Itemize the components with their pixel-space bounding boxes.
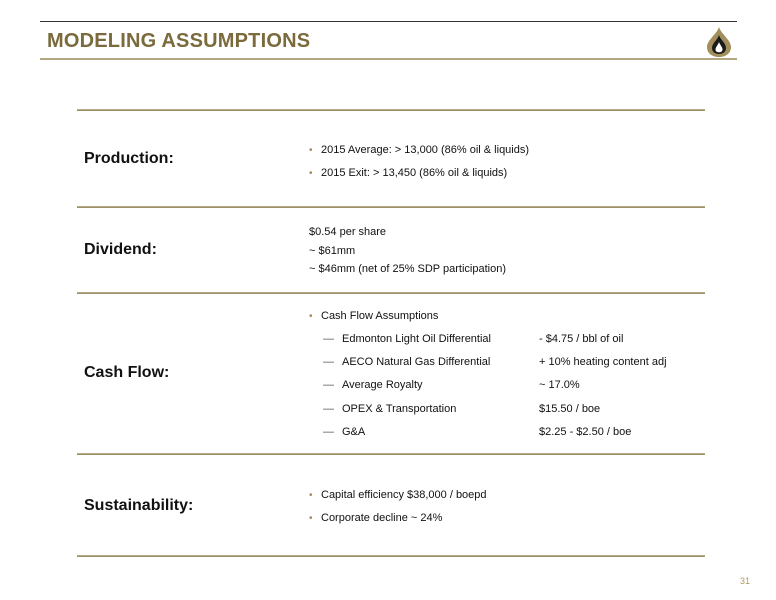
list-item: $0.54 per share xyxy=(309,226,387,238)
bullet-icon: • xyxy=(309,311,313,322)
bullet-icon: • xyxy=(309,168,313,179)
assumptions-table xyxy=(77,109,705,557)
page-title: MODELING ASSUMPTIONS xyxy=(47,30,311,52)
row-cash-flow xyxy=(77,294,705,453)
list-item: • 2015 Exit: > 13,450 (86% oil & liquids) xyxy=(309,162,529,185)
page-number: 31 xyxy=(740,576,751,586)
table-row: — G&A $2.25 - $2.50 / boe xyxy=(309,421,438,444)
dash-icon: — xyxy=(323,402,334,415)
list-item: ~ $61mm xyxy=(309,244,356,257)
dash-icon: — xyxy=(323,356,334,369)
list-item: • 2015 Average: > 13,000 (86% oil & liquids) xyxy=(309,139,529,162)
bullet-icon: • xyxy=(309,145,313,156)
bullet-icon: • xyxy=(309,513,313,524)
list-item: • Cash Flow Assumptions xyxy=(309,305,438,328)
list-item: • Corporate decline ~ 24% xyxy=(309,507,487,530)
table-row: — AECO Natural Gas Differential + 10% heating content adj xyxy=(309,351,438,374)
list-item: ~ $46mm (net of 25% SDP participation) xyxy=(309,263,506,275)
row-label-cash-flow: Cash Flow: xyxy=(84,364,170,381)
dash-icon: — xyxy=(323,333,334,345)
cash-flow-content xyxy=(309,305,667,444)
table-row: — Edmonton Light Oil Differential - $4.75 / bbl of oil xyxy=(309,328,438,351)
row-production xyxy=(77,111,705,206)
dividend-content xyxy=(309,223,506,279)
production-content xyxy=(309,139,529,185)
row-label-sustainability: Sustainability: xyxy=(84,497,194,514)
table-divider xyxy=(77,555,705,557)
row-label-dividend: Dividend: xyxy=(84,241,157,258)
table-row: — Average Royalty ~ 17.0% xyxy=(309,374,438,397)
title-rule xyxy=(40,58,737,60)
row-label-production: Production: xyxy=(84,150,174,167)
row-dividend xyxy=(77,208,705,292)
row-sustainability xyxy=(77,455,705,555)
oil-drop-icon xyxy=(706,26,732,58)
top-rule xyxy=(40,21,737,22)
dash-icon: — xyxy=(323,379,334,392)
table-row: — OPEX & Transportation $15.50 / boe xyxy=(309,398,438,421)
sustainability-content xyxy=(309,484,487,530)
bullet-icon: • xyxy=(309,490,313,501)
dash-icon: — xyxy=(323,425,334,438)
list-item: • Capital efficiency $38,000 / boepd xyxy=(309,484,487,507)
